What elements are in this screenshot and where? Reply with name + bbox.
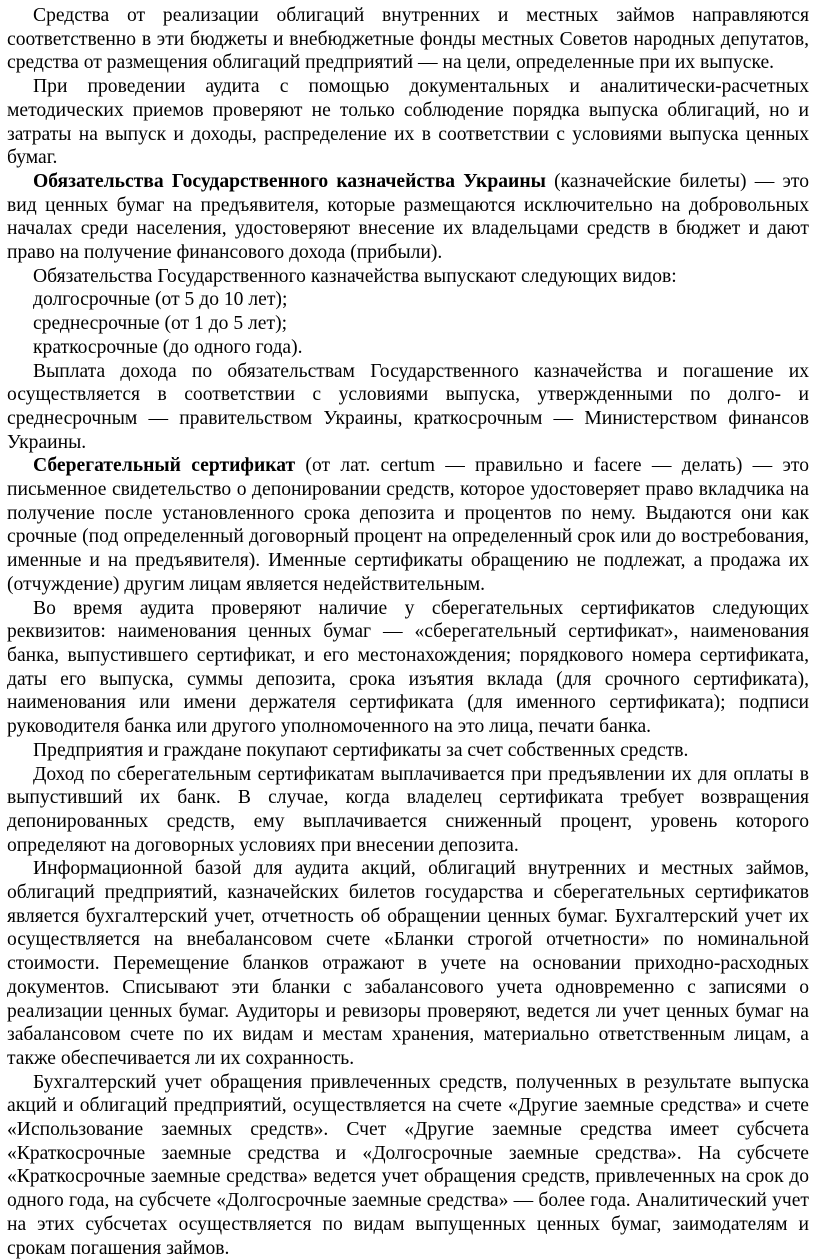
paragraph-audit-methods	[7, 75, 809, 170]
paragraph-text: Предприятия и граждане покупают сертификаты за счет собственных средств.	[33, 739, 689, 761]
term-treasury-obligations: Обязательства Государственного казначейства Украины	[33, 170, 546, 192]
paragraph-text: (от лат. certum — правильно и facere — делать) — это письменное свидетельство о депонировании средств, которое удостоверяет право вкладчика на получение после установленного срока депозита и процентов по нему. Выдаются они как срочные (под определенный договорный процент на определенный срок или до востребования, именные и на предъявителя). Именные сертификаты обращению не подлежат, а продажа их (отчуждение) другим лицам является недействительным.	[7, 455, 809, 595]
paragraph-text: Бухгалтерский учет обращения привлеченных средств, полученных в результате выпуска акций и облигаций предприятий, осуществляется на счете «Другие заемные средства» и счете «Использование заемных средств». Счет «Другие заемные средства имеет субсчета «Краткосрочные заемные средства и «Долгосрочные заемные средства». На субсчете «Краткосрочные заемные средства» ведется учет обращения средств, привлеченных на срок до одного года, на субсчете «Долгосрочные заемные средства» — более года. Аналитический учет на этих субсчетах осуществляется по видам выпущенных ценных бумаг, заимодателям и срокам погашения займов.	[7, 1071, 809, 1259]
paragraph-certificate-requisites	[7, 597, 809, 739]
list-item-text: краткосрочные (до одного года).	[33, 336, 303, 358]
term-savings-certificate: Сберегательный сертификат	[33, 455, 296, 477]
paragraph-text: Средства от реализации облигаций внутренних и местных займов направляются соответственно в эти бюджеты и внебюджетные фонды местных Советов народных депутатов, средства от размещения облигаций предприятий — на цели, определенные при их выпуске.	[7, 5, 809, 74]
paragraph-obligation-types	[7, 265, 809, 289]
list-item-text: среднесрочные (от 1 до 5 лет);	[33, 313, 288, 335]
list-item-long-term	[7, 288, 809, 312]
paragraph-bond-proceeds	[7, 4, 809, 75]
paragraph-treasury-obligations	[7, 170, 809, 265]
paragraph-text: Во время аудита проверяют наличие у сберегательных сертификатов следующих реквизитов: наименования ценных бумаг — «сберегательный сертификат», наименования банка, выпустившего сертификат, и его местонахождения; порядкового номера сертификата, даты его выпуска, суммы депозита, срока изъятия вклада (для срочного сертификата), наименования или имени держателя сертификата (для именного сертификата); подписи руководителя банка или другого уполномоченного на это лица, печати банка.	[7, 597, 809, 738]
paragraph-text: (казначейские билеты) — это вид ценных бумаг на предъявителя, которые размещаются исключительно на добровольных началах среди населения, удостоверяют внесение их владельцами средств в бюджет и дают право на получение финансового дохода (прибыли).	[7, 170, 809, 264]
list-item-short-term	[7, 336, 809, 360]
list-item-medium-term	[7, 312, 809, 336]
paragraph-information-base	[7, 857, 809, 1070]
paragraph-text: Выплата дохода по обязательствам Государственного казначейства и погашение их осуществляется в соответствии с условиями выпуска, утвержденными по долго- и среднесрочным — правительством Украины, краткосрочным — Министерством финансов Украины.	[7, 360, 809, 453]
paragraph-certificate-purchase	[7, 739, 809, 763]
paragraph-savings-certificate	[7, 454, 809, 596]
paragraph-certificate-income	[7, 763, 809, 858]
paragraph-accounting-borrowed-funds	[7, 1071, 809, 1260]
paragraph-text: Информационной базой для аудита акций, облигаций внутренних и местных займов, облигаций предприятий, казначейских билетов государства и сберегательных сертификатов является бухгалтерский учет, отчетность об обращении ценных бумаг. Бухгалтерский учет их осуществляется на внебалансовом счете «Бланки строгой отчетности» по номинальной стоимости. Перемещение бланков отражают в учете на основании приходно-расходных документов. Списывают эти бланки с забалансового учета одновременно с записями о реализации ценных бумаг. Аудиторы и ревизоры проверяют, ведется ли учет ценных бумаг на забалансовом счете по их видам и местам хранения, материально ответственным лицам, а также обеспечивается ли их сохранность.	[7, 858, 809, 1069]
paragraph-text: Обязательства Государственного казначейства выпускают следующих видов:	[33, 265, 677, 287]
paragraph-income-payment	[7, 360, 809, 455]
paragraph-text: Доход по сберегательным сертификатам выплачивается при предъявлении их для оплаты в выпустивший их банк. В случае, когда владелец сертификата требует возвращения депонированных средств, ему выплачивается сниженный процент, уровень которого определяют на договорных условиях при внесении депозита.	[7, 763, 809, 856]
list-item-text: долгосрочные (от 5 до 10 лет);	[33, 289, 288, 311]
paragraph-text: При проведении аудита с помощью документальных и аналитически-расчетных методических приемов проверяют не только соблюдение порядка выпуска облигаций, но и затраты на выпуск и доходы, распределение их в соответствии с условиями выпуска ценных бумаг.	[7, 76, 809, 169]
